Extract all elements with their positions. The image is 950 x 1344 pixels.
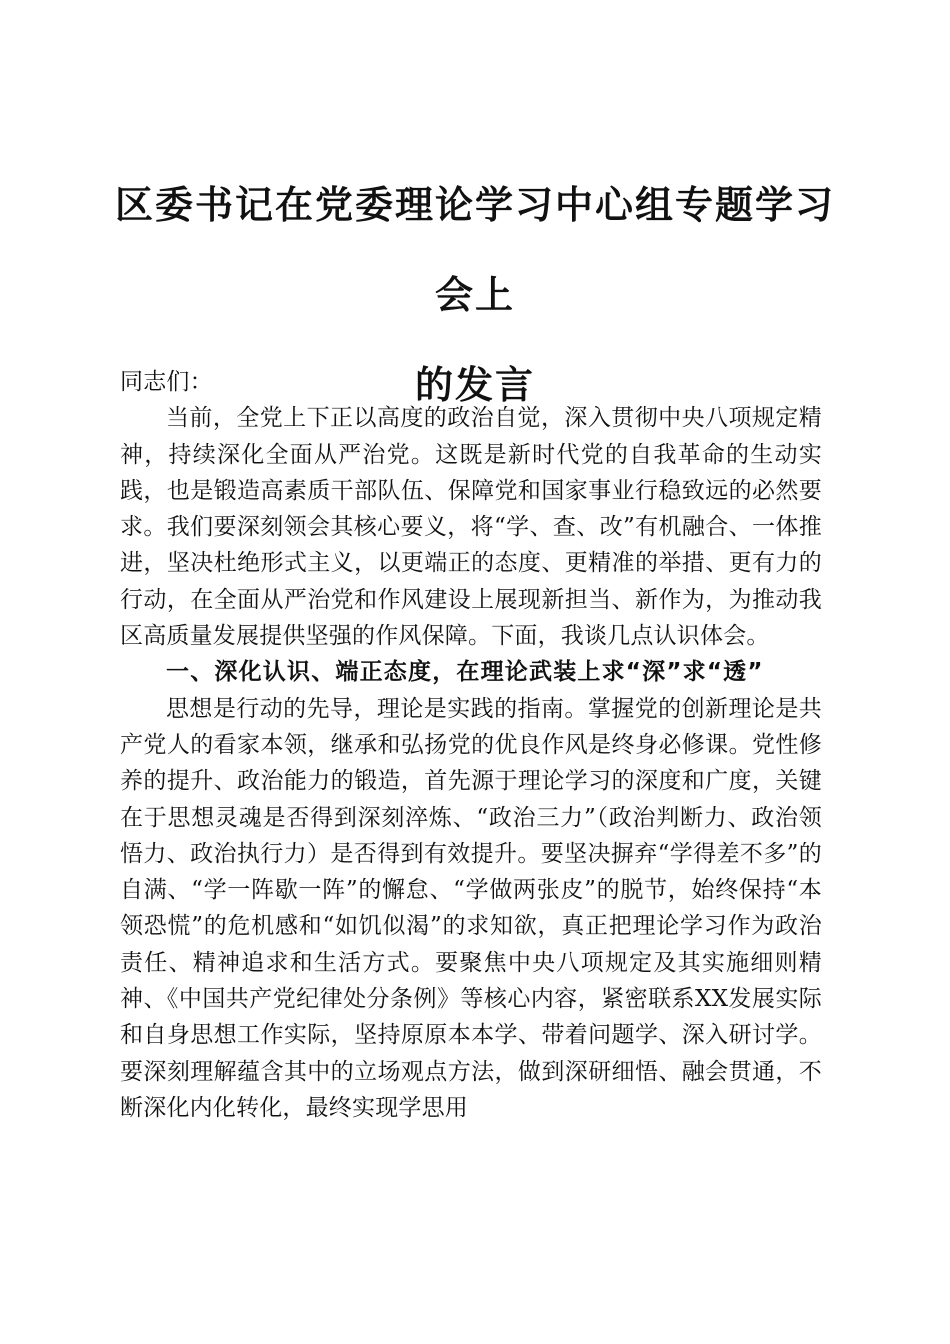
paragraph-intro: 当前，全党上下正以高度的政治自觉，深入贯彻中央八项规定精神，持续深化全面从严治党。这既是新时代党的自我革命的生动实践，也是锻造高素质干部队伍、保障党和国家事业行稳致远的必然要求。我们要深刻领会其核心要义，将“学、查、改”有机融合、一体推进，坚决杜绝形式主义，以更端正的态度、更精准的举措、更有力的行动，在全面从严治党和作风建设上展现新担当、新作为，为推动我区高质量发展提供坚强的作风保障。下面，我谈几点认识体会。 <box>120 405 822 650</box>
salutation: 同志们： <box>120 369 213 395</box>
title-line-2: 的发言 <box>414 362 535 407</box>
section-heading-1: 一、深化认识、端正态度，在理论武装上求“深”求“透” <box>166 659 764 686</box>
paragraph-section-1: 思想是行动的先导，理论是实践的指南。掌握党的创新理论是共产党人的看家本领，继承和弘扬党的优良作风是终身必修课。党性修养的提升、政治能力的锻造，首先源于理论学习的深度和广度，关键在于思想灵魂是否得到深刻淬炼、“政治三力”（政治判断力、政治领悟力、政治执行力）是否得到有效提升。要坚决摒弃“学得差不多”的自满、“学一阵歇一阵”的懈怠、“学做两张皮”的脱节，始终保持“本领恐慌”的危机感和“如饥似渴”的求知欲，真正把理论学习作为政治责任、精神追求和生活方式。要聚焦中央八项规定及其实施细则精神、《中国共产党纪律处分条例》等核心内容，紧密联系XX发展实际和自身思想工作实际，坚持原原本本学、带着问题学、深入研讨学。要深刻理解蕴含其中的立场观点方法，做到深研细悟、融会贯通，不断深化内化转化，最终实现学思用 <box>120 695 822 1121</box>
document-body <box>120 364 822 1126</box>
title-line-1: 区委书记在党委理论学习中心组专题学习会上 <box>114 182 835 317</box>
